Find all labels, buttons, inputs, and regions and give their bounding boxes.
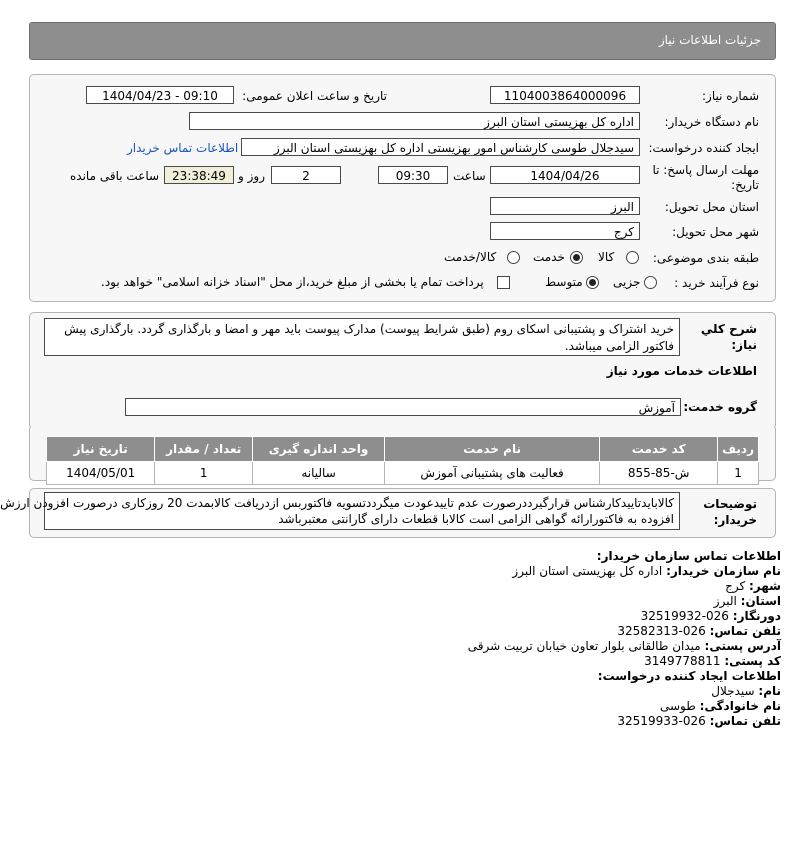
contact-postal-value: 3149778811 (644, 654, 721, 668)
category-option-goods: کالا (598, 250, 615, 264)
buyer-notes-label-line2: خریدار: (713, 513, 757, 527)
page-header (29, 22, 776, 60)
col-name: نام خدمت (385, 437, 600, 462)
col-date: تاریخ نیاز (47, 437, 155, 462)
deadline-label-line2: تاریخ: (731, 178, 759, 192)
col-unit: واحد اندازه گیری (253, 437, 385, 462)
creator-family (101, 699, 781, 714)
creator-family-label: نام خانوادگی: (699, 699, 781, 713)
process-radio-medium[interactable] (586, 276, 599, 289)
creator-family-value: طوسی (660, 699, 696, 713)
summary-label-line1: شرح کلي (700, 322, 757, 336)
contact-fax-label: دورنگار: (732, 609, 781, 623)
category-radio-goods-service[interactable] (507, 251, 520, 264)
need-details-panel (29, 74, 776, 302)
creator-phone-label: تلفن تماس: (709, 714, 781, 728)
col-qty: تعداد / مقدار (155, 437, 253, 462)
announce-field: 1404/04/23 - 09:10 (86, 86, 234, 104)
cell-row: 1 (718, 462, 759, 485)
contact-city-label: شهر: (749, 579, 781, 593)
creator-field: سیدجلال طوسی کارشناس امور بهزیستی اداره کل بهزیستی استان البرز (241, 138, 640, 156)
summary-label-line2: نیاز: (731, 338, 757, 352)
deadline-time-label: ساعت (453, 169, 486, 183)
table-row (47, 462, 759, 485)
need-number-field: 1104003864000096 (490, 86, 640, 104)
contact-address-label: آدرس پستی: (704, 639, 781, 653)
category-label: طبقه بندی موضوعی: (652, 251, 759, 265)
buyer-contact-link[interactable]: اطلاعات تماس خریدار (127, 141, 239, 155)
creator-label: ایجاد کننده درخواست: (648, 141, 759, 155)
col-row: ردیف (718, 437, 759, 462)
contact-section (101, 549, 781, 729)
cell-qty: 1 (155, 462, 253, 485)
page-title: جزئیات اطلاعات نیاز (658, 33, 761, 47)
buyer-field: اداره کل بهزیستی استان البرز (189, 112, 640, 130)
cell-unit: سالیانه (253, 462, 385, 485)
contact-province-value: البرز (713, 594, 737, 608)
days-remaining-field: 2 (271, 166, 341, 184)
deadline-time-field: 09:30 (378, 166, 448, 184)
announce-label: تاریخ و ساعت اعلان عمومی: (242, 89, 387, 103)
deadline-label-line1: مهلت ارسال پاسخ: تا (652, 163, 759, 177)
contact-fax (101, 609, 781, 624)
deadline-date-field: 1404/04/26 (490, 166, 640, 184)
buyer-notes-label-line1: توضیحات (703, 497, 757, 511)
creator-name-value: سیدجلال (711, 684, 755, 698)
contact-address (101, 639, 781, 654)
creator-phone (101, 714, 781, 729)
services-table-header (47, 437, 759, 462)
contact-fax-value: 026-32519932 (640, 609, 729, 623)
contact-city (101, 579, 781, 594)
city-label: شهر محل تحویل: (672, 225, 759, 239)
contact-province-label: استان: (740, 594, 781, 608)
services-table (46, 436, 759, 485)
category-radio-goods[interactable] (626, 251, 639, 264)
summary-text-line2: فاکتور الزامی میباشد. (564, 339, 674, 353)
city-field: کرج (490, 222, 640, 240)
process-radio-minor[interactable] (644, 276, 657, 289)
contact-org-value: اداره کل بهزیستی استان البرز (512, 564, 663, 578)
summary-text-line1: خرید اشتراک و پشتیبانی اسکای روم (طبق شرایط پیوست) مدارک پیوست باید مهر و امضا و بارگذاری گردد. بارگذاری پیش (64, 322, 674, 336)
process-option-medium: متوسط (545, 275, 583, 289)
treasury-payment-note: پرداخت تمام یا بخشی از مبلغ خرید،از محل "اسناد خزانه اسلامی" خواهد بود. (101, 275, 484, 289)
days-label: روز و (238, 169, 265, 183)
category-option-goods-service: کالا/خدمت (444, 250, 497, 264)
services-section-title: اطلاعات خدمات مورد نیاز (606, 364, 757, 378)
contact-phone-label: تلفن تماس: (709, 624, 781, 638)
contact-city-value: کرج (725, 579, 746, 593)
treasury-payment-checkbox[interactable] (497, 276, 510, 289)
category-option-service: خدمت (533, 250, 565, 264)
province-field: البرز (490, 197, 640, 215)
cell-code: ش-85-855 (600, 462, 718, 485)
contact-org-label: نام سازمان خریدار: (666, 564, 781, 578)
col-code: کد خدمت (600, 437, 718, 462)
time-remaining-field: 23:38:49 (164, 166, 234, 184)
cell-date: 1404/05/01 (47, 462, 155, 485)
contact-phone (101, 624, 781, 639)
cell-name: فعالیت های پشتیبانی آموزش (385, 462, 600, 485)
buyer-notes-line2: افزوده به فاکتورارائه گواهی الزامی است کالابا قطعات دارای گارانتی معتبرباشد (278, 512, 674, 526)
contact-province (101, 594, 781, 609)
creator-name-label: نام: (758, 684, 781, 698)
service-group-field: آموزش (125, 398, 681, 416)
process-label: نوع فرآیند خرید : (674, 276, 759, 290)
buyer-notes-line1: کالابایدتاییدکارشناس قرارگیرددرصورت عدم تاییدعودت میگرددتسویه فاکتوربس ازدریافت کالابمدت 20 روزکاری درصورت افزودن ارزش (0, 496, 674, 510)
contact-address-value: میدان طالقانی بلوار تعاون خیابان تربیت شرقی (467, 639, 701, 653)
category-radio-service[interactable] (570, 251, 583, 264)
creator-phone-value: 026-32519933 (617, 714, 706, 728)
need-number-label: شماره نیاز: (702, 89, 759, 103)
contact-postal (101, 654, 781, 669)
buyer-label: نام دستگاه خریدار: (664, 115, 759, 129)
service-group-label: گروه خدمت: (683, 400, 757, 414)
province-label: استان محل تحویل: (664, 200, 759, 214)
time-remaining-label: ساعت باقی مانده (70, 169, 160, 183)
creator-info-title: اطلاعات ایجاد کننده درخواست: (597, 669, 781, 683)
contact-phone-value: 026-32582313 (617, 624, 706, 638)
summary-text-box (44, 318, 680, 356)
creator-name (101, 684, 781, 699)
contact-org (101, 564, 781, 579)
contact-title: اطلاعات تماس سازمان خریدار: (596, 549, 781, 563)
process-option-minor: جزیی (613, 275, 641, 289)
buyer-notes-box (0, 492, 680, 530)
contact-postal-label: کد پستی: (724, 654, 781, 668)
